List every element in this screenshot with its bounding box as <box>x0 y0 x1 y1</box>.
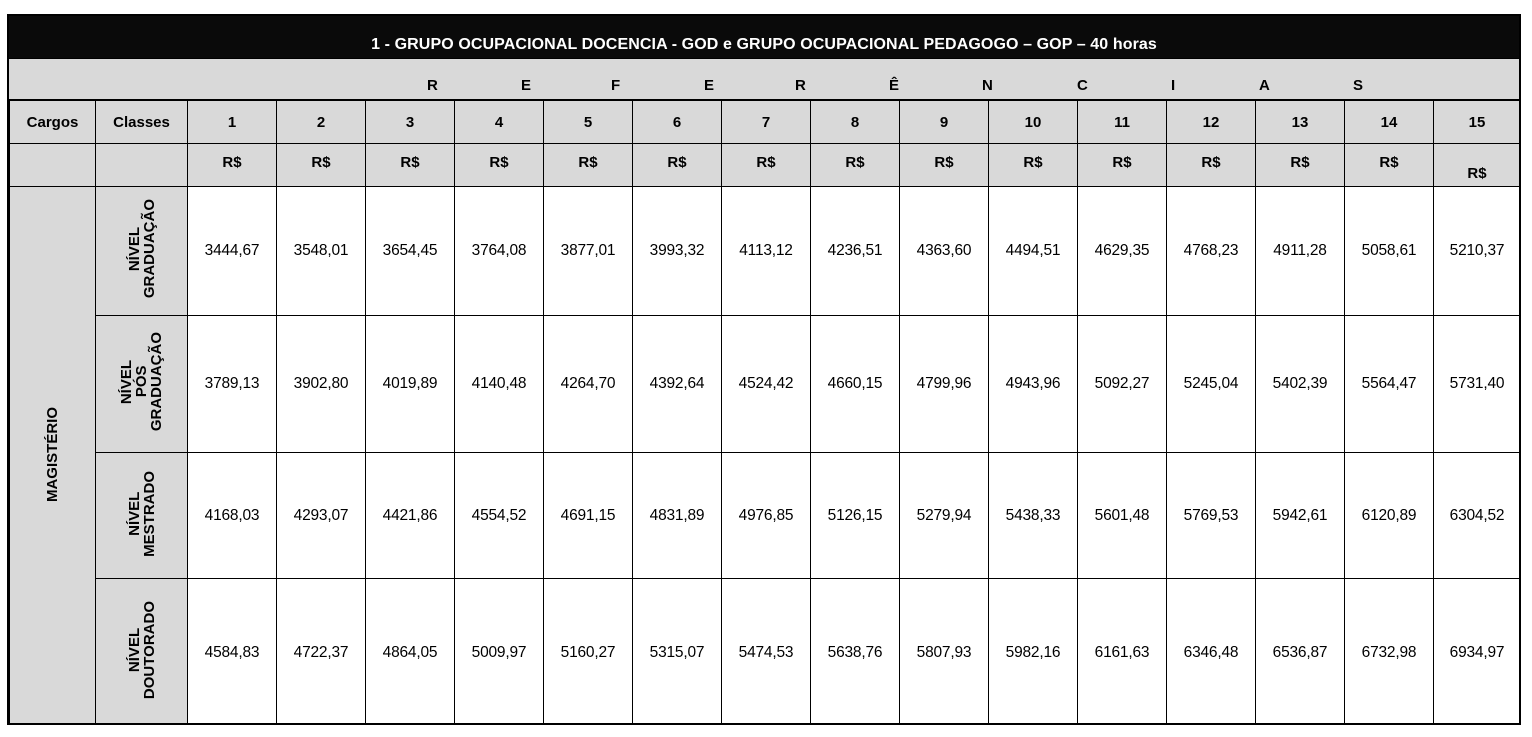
value-cell: 5601,48 <box>1078 453 1167 579</box>
value-cell: 4911,28 <box>1256 187 1345 316</box>
header-cargos: Cargos <box>10 101 96 144</box>
value-cell: 6732,98 <box>1345 579 1434 726</box>
header-ref-9: 9 <box>900 101 989 144</box>
header-ref-15: 15 <box>1434 101 1521 144</box>
header-ref-5: 5 <box>544 101 633 144</box>
header-row <box>10 101 1521 144</box>
value-cell: 4293,07 <box>277 453 366 579</box>
classe-label: NÍVEL DOUTORADO <box>125 601 158 700</box>
table-row <box>10 579 1521 726</box>
classe-cell <box>96 316 188 453</box>
salary-table-sheet <box>7 14 1521 725</box>
currency-cell: R$ <box>1167 144 1256 187</box>
value-cell: 3548,01 <box>277 187 366 316</box>
classe-label: NÍVEL GRADUAÇÃO <box>125 199 158 299</box>
cargo-cell <box>10 187 96 726</box>
value-cell: 5092,27 <box>1078 316 1167 453</box>
classe-label: NÍVEL PÓS GRADUAÇÃO <box>118 332 165 432</box>
value-cell: 4554,52 <box>455 453 544 579</box>
value-cell: 5210,37 <box>1434 187 1521 316</box>
value-cell: 6304,52 <box>1434 453 1521 579</box>
value-cell: 4113,12 <box>722 187 811 316</box>
value-cell: 4421,86 <box>366 453 455 579</box>
currency-cell: R$ <box>1256 144 1345 187</box>
header-ref-4: 4 <box>455 101 544 144</box>
value-cell: 4363,60 <box>900 187 989 316</box>
currency-blank-2 <box>96 144 188 187</box>
value-cell: 4768,23 <box>1167 187 1256 316</box>
value-cell: 3764,08 <box>455 187 544 316</box>
value-cell: 5638,76 <box>811 579 900 726</box>
currency-cell: R$ <box>1345 144 1434 187</box>
reference-letter: R <box>795 77 806 94</box>
value-cell: 5279,94 <box>900 453 989 579</box>
table-row <box>10 187 1521 316</box>
value-cell: 4019,89 <box>366 316 455 453</box>
value-cell: 4660,15 <box>811 316 900 453</box>
currency-cell: R$ <box>455 144 544 187</box>
reference-letter: S <box>1353 77 1364 94</box>
header-ref-10: 10 <box>989 101 1078 144</box>
classe-label: NÍVEL MESTRADO <box>125 470 158 557</box>
value-cell: 5058,61 <box>1345 187 1434 316</box>
value-cell: 3654,45 <box>366 187 455 316</box>
value-cell: 4524,42 <box>722 316 811 453</box>
currency-cell: R$ <box>366 144 455 187</box>
header-ref-2: 2 <box>277 101 366 144</box>
header-ref-11: 11 <box>1078 101 1167 144</box>
table-row <box>10 453 1521 579</box>
currency-cell: R$ <box>722 144 811 187</box>
value-cell: 3444,67 <box>188 187 277 316</box>
value-cell: 4140,48 <box>455 316 544 453</box>
value-cell: 4799,96 <box>900 316 989 453</box>
reference-letter: R <box>427 77 438 94</box>
header-ref-13: 13 <box>1256 101 1345 144</box>
currency-cell: R$ <box>1078 144 1167 187</box>
reference-letter: I <box>1171 77 1176 94</box>
value-cell: 5807,93 <box>900 579 989 726</box>
currency-cell: R$ <box>989 144 1078 187</box>
value-cell: 5126,15 <box>811 453 900 579</box>
references-band <box>9 58 1519 100</box>
value-cell: 4976,85 <box>722 453 811 579</box>
currency-cell: R$ <box>188 144 277 187</box>
value-cell: 4629,35 <box>1078 187 1167 316</box>
reference-letter: F <box>611 77 621 94</box>
value-cell: 5160,27 <box>544 579 633 726</box>
classe-cell <box>96 187 188 316</box>
value-cell: 5315,07 <box>633 579 722 726</box>
value-cell: 5438,33 <box>989 453 1078 579</box>
header-ref-6: 6 <box>633 101 722 144</box>
currency-cell: R$ <box>277 144 366 187</box>
value-cell: 5402,39 <box>1256 316 1345 453</box>
value-cell: 4943,96 <box>989 316 1078 453</box>
header-ref-14: 14 <box>1345 101 1434 144</box>
header-ref-1: 1 <box>188 101 277 144</box>
currency-cell: R$ <box>633 144 722 187</box>
reference-letter: N <box>982 77 993 94</box>
table-title: 1 - GRUPO OCUPACIONAL DOCENCIA - GOD e GRUPO OCUPACIONAL PEDAGOGO – GOP – 40 horas <box>9 16 1519 58</box>
currency-cell: R$ <box>900 144 989 187</box>
value-cell: 3902,80 <box>277 316 366 453</box>
value-cell: 3993,32 <box>633 187 722 316</box>
value-cell: 5474,53 <box>722 579 811 726</box>
header-ref-3: 3 <box>366 101 455 144</box>
currency-row <box>10 144 1521 187</box>
reference-letter: A <box>1259 77 1270 94</box>
value-cell: 5769,53 <box>1167 453 1256 579</box>
value-cell: 4392,64 <box>633 316 722 453</box>
value-cell: 6934,97 <box>1434 579 1521 726</box>
header-ref-8: 8 <box>811 101 900 144</box>
value-cell: 5009,97 <box>455 579 544 726</box>
currency-cell: R$ <box>544 144 633 187</box>
value-cell: 5942,61 <box>1256 453 1345 579</box>
value-cell: 4831,89 <box>633 453 722 579</box>
value-cell: 4236,51 <box>811 187 900 316</box>
classe-cell <box>96 579 188 726</box>
header-ref-12: 12 <box>1167 101 1256 144</box>
currency-cell: R$ <box>1434 144 1521 187</box>
value-cell: 4722,37 <box>277 579 366 726</box>
header-classes: Classes <box>96 101 188 144</box>
value-cell: 4494,51 <box>989 187 1078 316</box>
value-cell: 4584,83 <box>188 579 277 726</box>
value-cell: 5564,47 <box>1345 316 1434 453</box>
value-cell: 4691,15 <box>544 453 633 579</box>
value-cell: 4168,03 <box>188 453 277 579</box>
currency-cell: R$ <box>811 144 900 187</box>
value-cell: 6161,63 <box>1078 579 1167 726</box>
reference-letter: Ê <box>889 77 900 94</box>
value-cell: 5731,40 <box>1434 316 1521 453</box>
value-cell: 6346,48 <box>1167 579 1256 726</box>
cargo-label: MAGISTÉRIO <box>44 406 61 502</box>
value-cell: 6536,87 <box>1256 579 1345 726</box>
header-ref-7: 7 <box>722 101 811 144</box>
value-cell: 3789,13 <box>188 316 277 453</box>
currency-blank-1 <box>10 144 96 187</box>
value-cell: 4864,05 <box>366 579 455 726</box>
value-cell: 5245,04 <box>1167 316 1256 453</box>
value-cell: 3877,01 <box>544 187 633 316</box>
reference-letter: E <box>704 77 715 94</box>
salary-table <box>9 100 1521 725</box>
value-cell: 6120,89 <box>1345 453 1434 579</box>
value-cell: 5982,16 <box>989 579 1078 726</box>
value-cell: 4264,70 <box>544 316 633 453</box>
classe-cell <box>96 453 188 579</box>
reference-letter: C <box>1077 77 1088 94</box>
reference-letter: E <box>521 77 532 94</box>
table-row <box>10 316 1521 453</box>
